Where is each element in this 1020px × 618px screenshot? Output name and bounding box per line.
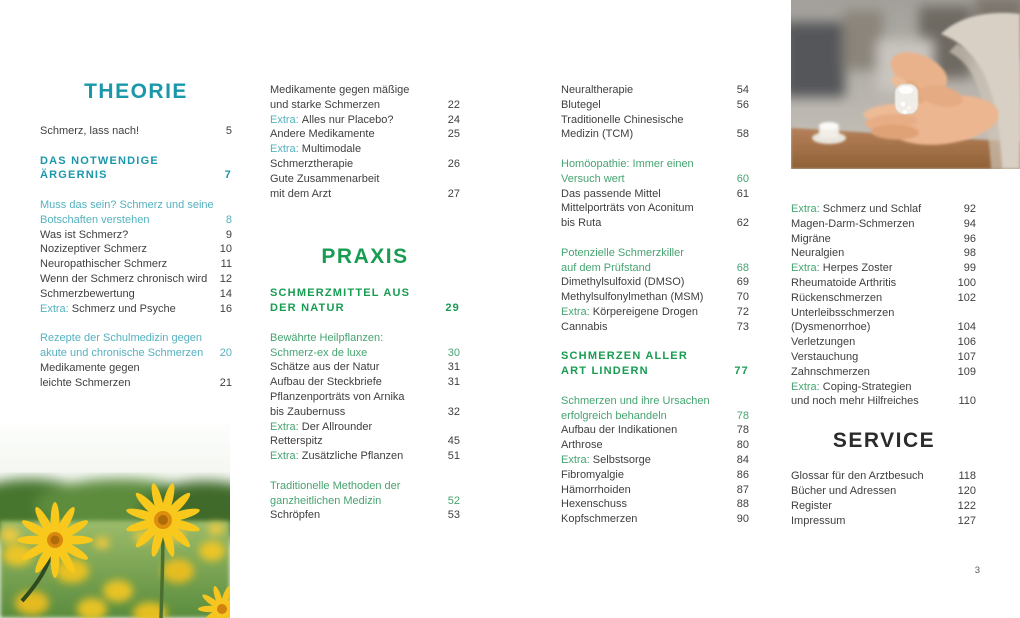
toc-entry-title: Arthrose xyxy=(561,439,603,452)
toc-entry xyxy=(270,157,460,172)
toc-entry-title: und starke Schmerzen xyxy=(270,98,381,111)
toc-entry xyxy=(561,320,749,335)
toc-entry-page: 45 xyxy=(447,435,460,448)
toc-entry-title: Bücher und Adressen xyxy=(791,484,897,497)
toc-entry-title: Migräne xyxy=(791,232,831,245)
spacer xyxy=(561,142,749,157)
extra-label: Extra: xyxy=(561,453,593,466)
toc-entry xyxy=(270,420,460,435)
toc-column-1 xyxy=(40,124,232,390)
extra-label: Extra: xyxy=(270,113,302,126)
toc-entry xyxy=(270,127,460,142)
toc-entry xyxy=(791,202,976,217)
toc-entry xyxy=(791,232,976,247)
toc-entry xyxy=(40,346,232,361)
toc-entry xyxy=(561,275,749,290)
toc-entry-title: Botschaften verstehen xyxy=(40,213,150,226)
toc-entry-title: akute und chronische Schmerzen xyxy=(40,346,204,359)
toc-entry-page: 27 xyxy=(447,187,460,200)
spacer xyxy=(270,201,460,286)
toc-entry-title: Wenn der Schmerz chronisch wird xyxy=(40,272,208,285)
toc-entry xyxy=(561,423,749,438)
toc-entry xyxy=(270,375,460,390)
toc-entry-title: Neuraltherapie xyxy=(561,84,634,96)
toc-entry-page: 118 xyxy=(958,470,976,483)
toc-entry xyxy=(561,364,749,379)
spacer xyxy=(270,316,460,331)
spacer xyxy=(561,335,749,350)
toc-entry xyxy=(561,349,749,364)
spacer xyxy=(270,464,460,479)
toc-entry-page: 80 xyxy=(736,439,749,452)
toc-entry-page: 68 xyxy=(736,261,749,274)
toc-entry xyxy=(561,187,749,202)
arnica-meadow-illustration xyxy=(0,423,230,618)
toc-entry-title: ganzheitlichen Medizin xyxy=(270,494,382,507)
toc-entry-title: Coping-Strategien xyxy=(822,380,912,393)
toc-entry-title: Medikamente gegen mäßige xyxy=(270,84,410,96)
toc-entry-title: Blutegel xyxy=(561,98,601,111)
toc-entry-title: Aufbau der Steckbriefe xyxy=(270,376,382,389)
toc-entry-title: Glossar für den Arztbesuch xyxy=(791,470,924,483)
toc-entry-page: 53 xyxy=(447,509,460,522)
toc-entry-title: Was ist Schmerz? xyxy=(40,228,129,241)
toc-entry-page: 21 xyxy=(219,376,232,389)
toc-entry-title: bis Ruta xyxy=(561,217,602,230)
toc-entry-page: 110 xyxy=(958,395,976,408)
toc-entry xyxy=(561,261,749,276)
toc-entry-title: ART LINDERN xyxy=(561,365,649,378)
toc-entry-title: Herpes Zoster xyxy=(822,262,893,275)
toc-entry xyxy=(270,286,460,301)
spacer xyxy=(40,316,232,331)
toc-entry-page: 107 xyxy=(957,350,976,363)
toc-entry-page: 90 xyxy=(736,513,749,526)
toc-entry-page: 32 xyxy=(447,405,460,418)
toc-entry-title: Schmerz und Schlaf xyxy=(822,203,922,215)
toc-entry xyxy=(40,124,232,139)
toc-entry xyxy=(270,405,460,420)
section-title-theorie: THEORIE xyxy=(84,80,188,103)
toc-entry xyxy=(270,479,460,494)
toc-entry xyxy=(40,242,232,257)
toc-entry xyxy=(791,291,976,306)
extra-label: Extra: xyxy=(791,262,823,275)
toc-entry-title: Schmerz und Psyche xyxy=(71,302,176,315)
toc-entry-page: 58 xyxy=(736,128,749,141)
toc-entry-page: 77 xyxy=(734,365,749,378)
toc-entry-page: 109 xyxy=(957,365,976,378)
toc-entry-title: Hexenschuss xyxy=(561,498,628,511)
toc-entry xyxy=(270,83,460,98)
toc-entry-title: Aufbau der Indikationen xyxy=(561,424,678,437)
toc-entry xyxy=(40,272,232,287)
toc-entry-title: Verletzungen xyxy=(791,336,856,349)
toc-entry-page: 7 xyxy=(224,169,232,182)
toc-entry-page: 12 xyxy=(219,272,232,285)
toc-entry-page: 8 xyxy=(225,213,232,226)
toc-entry-page: 61 xyxy=(736,187,749,200)
toc-entry xyxy=(270,301,460,316)
toc-entry-title: Potenzielle Schmerzkiller xyxy=(561,246,684,259)
toc-entry-title: Methylsulfonylmethan (MSM) xyxy=(561,291,704,304)
toc-entry-page: 120 xyxy=(957,484,976,497)
toc-entry-title: Schmerzbewertung xyxy=(40,287,135,300)
toc-entry-page: 56 xyxy=(736,98,749,111)
toc-entry xyxy=(561,172,749,187)
toc-entry-title: ÄRGERNIS xyxy=(40,169,108,182)
toc-entry-title: mit dem Arzt xyxy=(270,187,332,200)
toc-entry xyxy=(791,514,976,529)
toc-entry-page: 29 xyxy=(445,302,460,315)
toc-entry-title: Cannabis xyxy=(561,320,608,333)
toc-column-4 xyxy=(791,202,976,528)
toc-entry-page: 11 xyxy=(220,258,232,271)
extra-label: Extra: xyxy=(791,380,823,393)
toc-entry xyxy=(561,483,749,498)
toc-entry-page: 122 xyxy=(957,499,976,512)
toc-entry-page: 99 xyxy=(963,262,976,275)
toc-entry-page: 98 xyxy=(963,247,976,260)
toc-entry-page: 25 xyxy=(447,128,460,141)
toc-entry xyxy=(561,201,749,216)
toc-entry xyxy=(791,276,976,291)
toc-entry-title: Andere Medikamente xyxy=(270,128,375,141)
arnica-meadow-photo xyxy=(0,423,230,618)
toc-entry-title: erfolgreich behandeln xyxy=(561,409,667,422)
toc-entry-page: 30 xyxy=(447,346,460,359)
toc-entry-page: 5 xyxy=(225,125,232,137)
toc-entry xyxy=(270,98,460,113)
toc-entry-page: 78 xyxy=(736,424,749,437)
toc-entry-title: Neuralgien xyxy=(791,247,845,260)
toc-entry-title: leichte Schmerzen xyxy=(40,376,131,389)
toc-entry-title: Schmerzen und ihre Ursachen xyxy=(561,394,710,407)
toc-entry-title: Rezepte der Schulmedizin gegen xyxy=(40,332,203,345)
toc-entry xyxy=(561,127,749,142)
toc-entry-title: Alles nur Placebo? xyxy=(301,113,394,126)
toc-entry xyxy=(791,499,976,514)
toc-entry-page: 24 xyxy=(447,113,460,126)
toc-entry xyxy=(561,394,749,409)
toc-entry-title: Rückenschmerzen xyxy=(791,291,883,304)
extra-label: Extra: xyxy=(561,305,593,318)
toc-entry-page: 10 xyxy=(219,243,232,256)
toc-entry-page: 26 xyxy=(447,157,460,170)
toc-entry xyxy=(40,228,232,243)
toc-entry-title: Traditionelle Chinesische xyxy=(561,113,684,126)
toc-entry-title: Dimethylsulfoxid (DMSO) xyxy=(561,276,685,289)
spacer xyxy=(561,379,749,394)
toc-entry-title: Magen-Darm-Schmerzen xyxy=(791,217,915,230)
toc-entry-page: 31 xyxy=(447,376,460,389)
toc-entry-title: Körpereigene Drogen xyxy=(592,305,698,318)
toc-entry-title: DAS NOTWENDIGE xyxy=(40,154,159,167)
toc-entry-page: 104 xyxy=(957,321,976,334)
toc-entry-page: 127 xyxy=(957,514,976,527)
toc-entry-page: 60 xyxy=(736,172,749,185)
toc-entry-title: Hämorrhoiden xyxy=(561,483,631,496)
toc-entry xyxy=(561,468,749,483)
toc-entry xyxy=(270,113,460,128)
toc-entry-page: 51 xyxy=(447,450,460,463)
toc-entry-page: 70 xyxy=(736,291,749,304)
toc-entry xyxy=(791,394,976,409)
toc-entry-title: Versuch wert xyxy=(561,172,625,185)
toc-entry-page: 102 xyxy=(957,291,976,304)
toc-entry xyxy=(791,350,976,365)
toc-entry xyxy=(40,154,232,169)
toc-entry xyxy=(561,305,749,320)
toc-column-2 xyxy=(270,83,460,523)
toc-entry xyxy=(40,257,232,272)
toc-entry xyxy=(561,246,749,261)
toc-entry xyxy=(40,213,232,228)
toc-entry-title: Zusätzliche Pflanzen xyxy=(301,450,404,463)
toc-entry-page: 73 xyxy=(736,320,749,333)
toc-entry xyxy=(561,497,749,512)
toc-entry xyxy=(40,168,232,183)
toc-entry-title: SCHMERZMITTEL AUS xyxy=(270,287,411,300)
toc-entry-page: 72 xyxy=(736,305,749,318)
section-title-praxis: PRAXIS xyxy=(321,245,409,268)
toc-entry-title: Bewährte Heilpflanzen: xyxy=(270,331,384,344)
toc-entry-title: Rheumatoide Arthritis xyxy=(791,276,897,289)
toc-entry xyxy=(791,380,976,395)
toc-entry-page: 106 xyxy=(957,336,976,349)
toc-entry-page: 96 xyxy=(963,232,976,245)
toc-entry-title: Nozizeptiver Schmerz xyxy=(40,243,147,256)
extra-label: Extra: xyxy=(270,450,302,463)
toc-entry xyxy=(561,512,749,527)
toc-entry-title: Schmerztherapie xyxy=(270,157,354,170)
toc-entry-title: SCHMERZEN ALLER xyxy=(561,350,688,363)
toc-entry xyxy=(270,434,460,449)
toc-entry-title: Homöopathie: Immer einen xyxy=(561,157,694,170)
toc-entry xyxy=(561,83,749,98)
toc-entry-page: 84 xyxy=(736,453,749,466)
hands-globules-photo xyxy=(791,0,1020,169)
toc-entry-title: Zahnschmerzen xyxy=(791,365,870,378)
toc-entry-title: Schätze aus der Natur xyxy=(270,361,380,374)
toc-entry xyxy=(791,335,976,350)
toc-entry xyxy=(40,198,232,213)
toc-entry-title: bis Zaubernuss xyxy=(270,405,346,418)
toc-entry xyxy=(40,287,232,302)
toc-entry-title: Gute Zusammenarbeit xyxy=(270,172,380,185)
extra-label: Extra: xyxy=(270,420,302,433)
toc-entry xyxy=(270,508,460,523)
toc-entry-title: Unterleibsschmerzen xyxy=(791,306,895,319)
toc-entry-title: Traditionelle Methoden der xyxy=(270,479,401,492)
toc-entry-title: auf dem Prüfstand xyxy=(561,261,651,274)
toc-entry-title: Pflanzenporträts von Arnika xyxy=(270,390,405,403)
toc-entry-page: 14 xyxy=(219,287,232,300)
toc-entry-title: Kopfschmerzen xyxy=(561,513,638,526)
toc-entry xyxy=(270,187,460,202)
toc-entry xyxy=(270,142,460,157)
extra-label: Extra: xyxy=(791,203,823,215)
toc-entry xyxy=(791,217,976,232)
toc-entry-page: 69 xyxy=(736,276,749,289)
toc-entry xyxy=(270,494,460,509)
toc-entry xyxy=(791,469,976,484)
toc-entry xyxy=(561,157,749,172)
toc-entry xyxy=(40,361,232,376)
toc-entry xyxy=(270,346,460,361)
toc-entry xyxy=(791,320,976,335)
toc-entry-page: 94 xyxy=(963,217,976,230)
toc-entry xyxy=(40,302,232,317)
toc-entry-page: 86 xyxy=(736,468,749,481)
toc-entry xyxy=(270,390,460,405)
toc-entry-title: Schmerz, lass nach! xyxy=(40,125,140,137)
toc-entry-title: Register xyxy=(791,499,832,512)
toc-entry-title: Medizin (TCM) xyxy=(561,128,634,141)
toc-entry-page: 87 xyxy=(736,483,749,496)
toc-entry-title: Schröpfen xyxy=(270,509,321,522)
toc-entry xyxy=(561,438,749,453)
spacer xyxy=(791,409,976,469)
toc-entry-page: 16 xyxy=(219,302,232,315)
toc-entry-title: Neuropathischer Schmerz xyxy=(40,258,168,271)
toc-entry-page: 78 xyxy=(736,409,749,422)
toc-entry-title: Multimodale xyxy=(301,143,362,156)
toc-entry-page: 9 xyxy=(225,228,232,241)
toc-entry xyxy=(791,306,976,321)
spacer xyxy=(40,139,232,154)
toc-entry-title: Retterspitz xyxy=(270,435,323,448)
toc-entry-title: Impressum xyxy=(791,514,846,527)
toc-entry-title: Selbstsorge xyxy=(592,453,651,466)
toc-entry xyxy=(270,360,460,375)
spacer xyxy=(40,183,232,198)
toc-entry-title: Der Allrounder xyxy=(301,420,373,433)
toc-entry-page: 100 xyxy=(957,276,976,289)
toc-entry xyxy=(561,409,749,424)
toc-entry-page: 62 xyxy=(736,217,749,230)
toc-entry xyxy=(791,365,976,380)
toc-entry xyxy=(270,331,460,346)
toc-entry-title: Fibromyalgie xyxy=(561,468,624,481)
spacer xyxy=(561,231,749,246)
toc-entry-title: Verstauchung xyxy=(791,350,859,363)
toc-entry xyxy=(561,290,749,305)
toc-entry xyxy=(561,98,749,113)
toc-entry-title: Muss das sein? Schmerz und seine xyxy=(40,198,214,211)
toc-entry-page: 92 xyxy=(963,203,976,215)
toc-entry-page: 88 xyxy=(736,498,749,511)
toc-entry-title: (Dysmenorrhoe) xyxy=(791,321,871,334)
toc-entry-title: DER NATUR xyxy=(270,302,345,315)
toc-entry xyxy=(40,376,232,391)
toc-entry xyxy=(791,246,976,261)
toc-entry xyxy=(791,484,976,499)
page-number: 3 xyxy=(974,565,980,576)
toc-entry xyxy=(561,453,749,468)
toc-entry-page: 54 xyxy=(736,84,749,96)
toc-entry xyxy=(270,172,460,187)
toc-entry-page: 52 xyxy=(447,494,460,507)
hands-globules-illustration xyxy=(791,0,1020,169)
extra-label: Extra: xyxy=(270,143,302,156)
extra-label: Extra: xyxy=(40,302,72,315)
toc-entry xyxy=(40,331,232,346)
toc-entry-title: Das passende Mittel xyxy=(561,187,661,200)
toc-entry-page: 20 xyxy=(219,346,232,359)
toc-entry-title: Schmerz-ex de luxe xyxy=(270,346,368,359)
toc-entry-page: 31 xyxy=(447,361,460,374)
toc-entry xyxy=(561,113,749,128)
toc-entry xyxy=(270,449,460,464)
toc-entry xyxy=(791,261,976,276)
toc-entry-title: Mittelporträts von Aconitum xyxy=(561,202,694,215)
toc-entry-title: Medikamente gegen xyxy=(40,361,140,374)
toc-entry-title: und noch mehr Hilfreiches xyxy=(791,395,919,408)
toc-column-3 xyxy=(561,83,749,527)
section-title-service: SERVICE xyxy=(832,429,936,452)
toc-entry-page: 22 xyxy=(447,98,460,111)
toc-entry xyxy=(561,216,749,231)
